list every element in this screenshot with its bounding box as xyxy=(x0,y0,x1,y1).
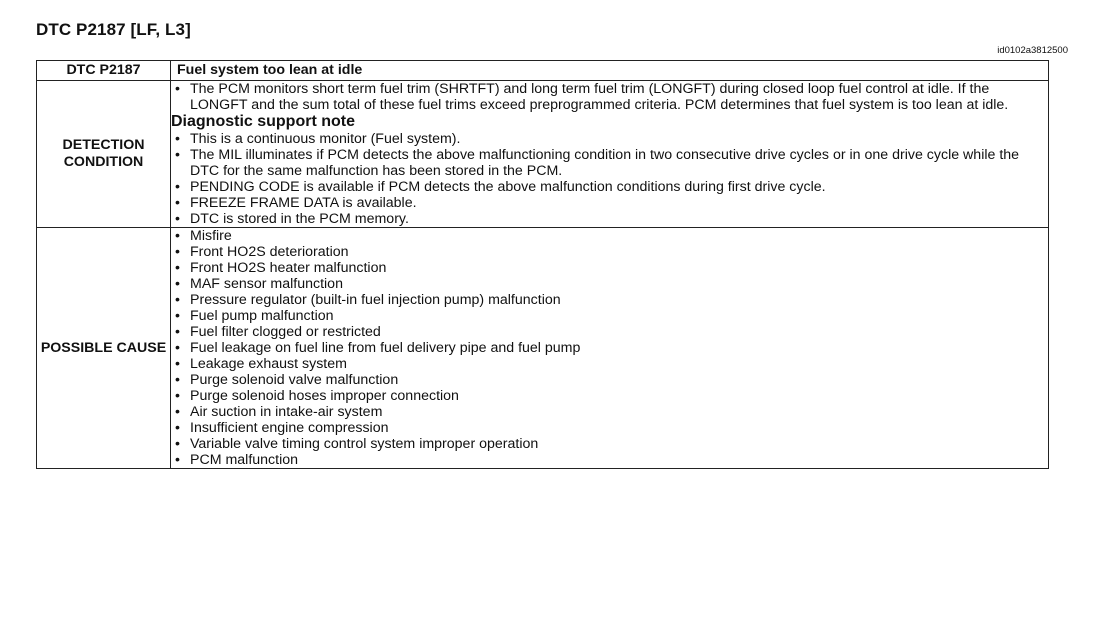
list-item: • The MIL illuminates if PCM detects the above malfunctioning condition in two consecutive drive cycles or in one drive cycle while the DTC for the same malfunction has been stored in the PCM. xyxy=(171,147,1048,179)
list-item: • Purge solenoid valve malfunction xyxy=(171,372,1048,388)
possible-cause-label xyxy=(37,228,171,469)
detection-condition-row xyxy=(37,81,1049,228)
list-item: • Insufficient engine compression xyxy=(171,420,1048,436)
list-item: • Misfire xyxy=(171,228,1048,244)
list-item: • PCM malfunction xyxy=(171,452,1048,468)
document-id: id0102a3812500 xyxy=(997,45,1068,56)
possible-cause-label-text: POSSIBLE CAUSE xyxy=(40,339,167,356)
list-item: • Leakage exhaust system xyxy=(171,356,1048,372)
list-item: • Fuel leakage on fuel line from fuel delivery pipe and fuel pump xyxy=(171,340,1048,356)
detection-condition-label xyxy=(37,81,171,228)
possible-cause-row xyxy=(37,228,1049,469)
list-item: • DTC is stored in the PCM memory. xyxy=(171,211,1048,227)
detection-condition-content xyxy=(171,81,1049,228)
list-item: • Fuel filter clogged or restricted xyxy=(171,324,1048,340)
dtc-code-cell: DTC P2187 xyxy=(37,61,171,81)
list-item: • Pressure regulator (built-in fuel injection pump) malfunction xyxy=(171,292,1048,308)
diagnostic-support-heading: Diagnostic support note xyxy=(171,113,355,130)
list-item: • This is a continuous monitor (Fuel system). xyxy=(171,131,1048,147)
list-item: • Variable valve timing control system improper operation xyxy=(171,436,1048,452)
possible-cause-list xyxy=(171,228,1048,468)
page-title: DTC P2187 [LF, L3] xyxy=(36,20,191,39)
diagnostic-notes-list xyxy=(171,131,1048,227)
dtc-description-cell: Fuel system too lean at idle xyxy=(171,61,1049,81)
list-item: • Front HO2S heater malfunction xyxy=(171,260,1048,276)
list-item: • Purge solenoid hoses improper connection xyxy=(171,388,1048,404)
list-item: • Fuel pump malfunction xyxy=(171,308,1048,324)
list-item: • FREEZE FRAME DATA is available. xyxy=(171,195,1048,211)
list-item: • MAF sensor malfunction xyxy=(171,276,1048,292)
list-item: • PENDING CODE is available if PCM detects the above malfunction conditions during first drive cycle. xyxy=(171,179,1048,195)
list-item: • Air suction in intake-air system xyxy=(171,404,1048,420)
table-header-row xyxy=(37,61,1049,81)
possible-cause-content xyxy=(171,228,1049,469)
detection-intro-list xyxy=(171,81,1048,113)
list-item: • Front HO2S deterioration xyxy=(171,244,1048,260)
list-item: • The PCM monitors short term fuel trim (SHRTFT) and long term fuel trim (LONGFT) during closed loop fuel control at idle. If the LONGFT and the sum total of these fuel trims exceed preprogrammed criteria. PCM determines that fuel system is too lean at idle. xyxy=(171,81,1048,113)
dtc-table xyxy=(36,60,1049,469)
detection-condition-label-text: DETECTION CONDITION xyxy=(62,137,145,170)
